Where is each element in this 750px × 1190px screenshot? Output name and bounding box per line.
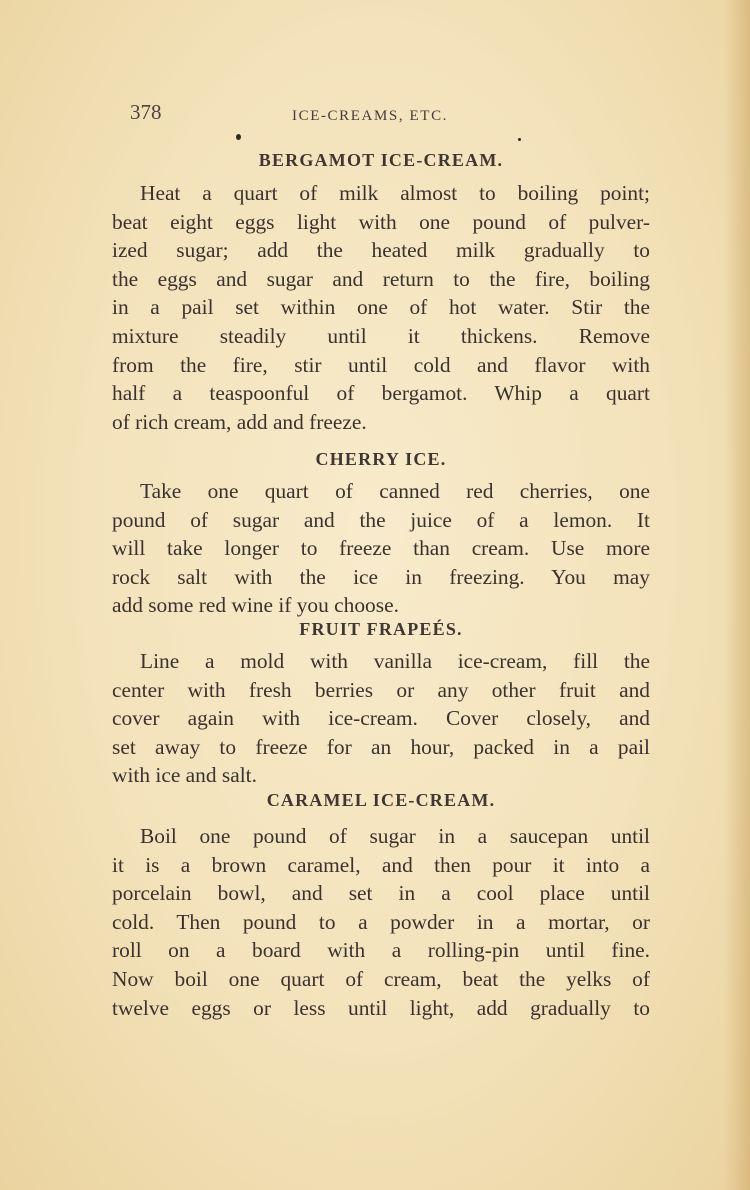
section-body [112, 647, 650, 790]
section-cherry [112, 449, 650, 620]
text-line: cover again with ice-cream. Cover closely, and [112, 706, 650, 731]
section-body [112, 477, 650, 620]
text-line: with ice and salt. [112, 763, 257, 788]
text-line: mixture steadily until it thickens. Remove [112, 323, 650, 348]
running-head: ICE-CREAMS, ETC. [292, 108, 449, 124]
text-line: from the fire, stir until cold and flavor with [112, 352, 650, 377]
text-line: Line a mold with vanilla ice-cream, fill the [140, 649, 650, 673]
text-line: Take one quart of canned red cherries, one [140, 479, 650, 503]
text-line: twelve eggs or less until light, add gradually to [112, 995, 650, 1020]
text-line: set away to freeze for an hour, packed in a pail [112, 734, 650, 759]
text-line: Boil one pound of sugar in a saucepan until [140, 824, 650, 848]
text-line: it is a brown caramel, and then pour it into a [112, 852, 650, 877]
text-line: cold. Then pound to a powder in a mortar, or [112, 909, 650, 934]
section-heading: CARAMEL ICE-CREAM. [266, 790, 496, 810]
text-line: pound of sugar and the juice of a lemon. It [112, 507, 650, 532]
text-line: rock salt with the ice in freezing. You may [112, 564, 650, 589]
text-line: Heat a quart of milk almost to boiling point; [140, 181, 650, 205]
section-heading: FRUIT FRAPEÉS. [299, 619, 463, 639]
section-bergamot [112, 150, 650, 436]
page-edge-shadow [724, 0, 750, 1190]
section-heading: BERGAMOT ICE-CREAM. [258, 150, 504, 170]
text-line: add some red wine if you choose. [112, 593, 399, 618]
page-number: 378 [130, 100, 162, 124]
page-header [130, 100, 650, 130]
text-line: beat eight eggs light with one pound of pulver- [112, 209, 650, 234]
text-line: roll on a board with a rolling-pin until fine. [112, 938, 650, 963]
text-line: porcelain bowl, and set in a cool place until [112, 881, 650, 906]
text-line: of rich cream, add and freeze. [112, 409, 367, 434]
section-fruit-frapees [112, 619, 650, 790]
section-body [112, 179, 650, 436]
text-line: will take longer to freeze than cream. Use more [112, 536, 650, 561]
text-line: Now boil one quart of cream, beat the yelks of [112, 966, 650, 991]
text-line: in a pail set within one of hot water. Stir the [112, 295, 650, 320]
text-line: center with fresh berries or any other fruit and [112, 677, 650, 702]
section-body [112, 822, 650, 1022]
ink-speck [236, 134, 241, 140]
section-heading: CHERRY ICE. [315, 449, 447, 469]
text-line: the eggs and sugar and return to the fire, boiling [112, 266, 650, 291]
section-caramel [112, 790, 650, 1022]
text-line: ized sugar; add the heated milk gradually to [112, 238, 650, 263]
ink-speck [518, 138, 521, 141]
text-line: half a teaspoonful of bergamot. Whip a quart [112, 381, 650, 406]
